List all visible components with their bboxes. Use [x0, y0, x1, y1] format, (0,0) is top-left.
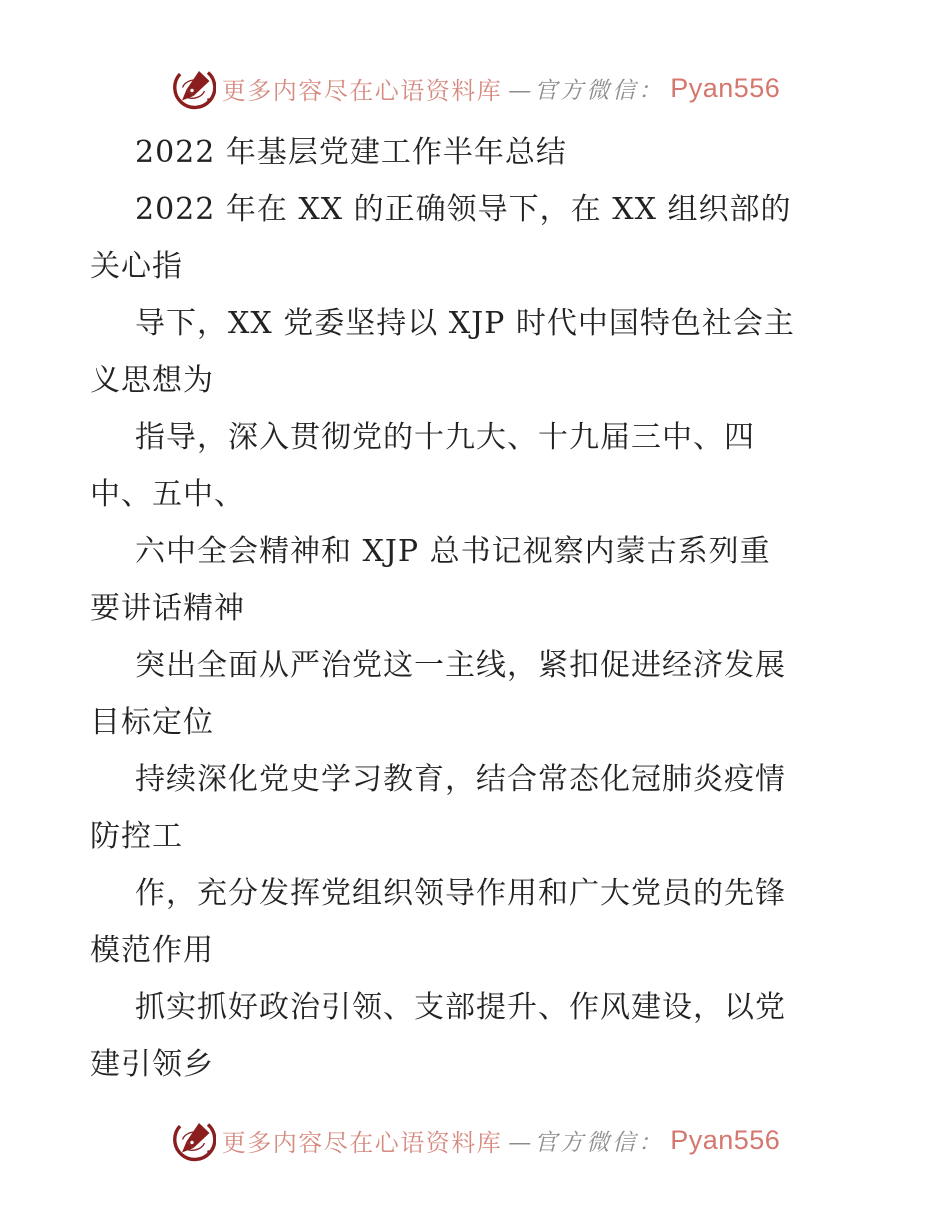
- text-line: 导下，XX 党委坚持以 XJP 时代中国特色社会主: [135, 306, 795, 341]
- watermark-wechat-account: Pyan556: [670, 1124, 781, 1155]
- text-line: 作，充分发挥党组织领导作用和广大党员的先锋: [135, 876, 786, 911]
- text-line: 六中全会精神和 XJP 总书记视察内蒙古系列重: [135, 534, 771, 569]
- watermark-wechat-account: Pyan556: [670, 72, 781, 103]
- header-watermark: [0, 64, 950, 112]
- text-line: 指导，深入贯彻党的十九大、十九届三中、四: [135, 420, 755, 455]
- text-line: 防控工: [90, 819, 183, 854]
- text-line: 2022 年在 XX 的正确领导下，在 XX 组织部的: [135, 192, 792, 227]
- text-line: 目标定位: [90, 705, 214, 740]
- text-line: 模范作用: [90, 933, 214, 968]
- text-line: 抓实抓好政治引领、支部提升、作风建设，以党: [135, 990, 786, 1025]
- document-body: [90, 124, 865, 1093]
- text-line: 建引领乡: [90, 1047, 214, 1082]
- watermark-wechat-label: —官方微信：: [508, 77, 665, 104]
- watermark-text: 更多内容尽在心语资料库: [221, 76, 503, 105]
- text-line: 要讲话精神: [90, 591, 245, 626]
- text-line: 突出全面从严治党这一主线，紧扣促进经济发展: [135, 648, 786, 683]
- watermark-wechat-label: —官方微信：: [508, 1129, 665, 1156]
- watermark-text: 更多内容尽在心语资料库: [221, 1128, 503, 1157]
- text-line: 义思想为: [90, 363, 214, 398]
- pen-nib-circle-logo-icon: [170, 65, 216, 111]
- pen-nib-circle-logo-icon: [170, 1117, 216, 1163]
- text-line: 2022 年基层党建工作半年总结: [135, 135, 567, 170]
- text-line: 中、五中、: [90, 477, 245, 512]
- text-line: 关心指: [90, 249, 183, 284]
- footer-watermark: [0, 1116, 950, 1164]
- text-line: 持续深化党史学习教育，结合常态化冠肺炎疫情: [135, 762, 786, 797]
